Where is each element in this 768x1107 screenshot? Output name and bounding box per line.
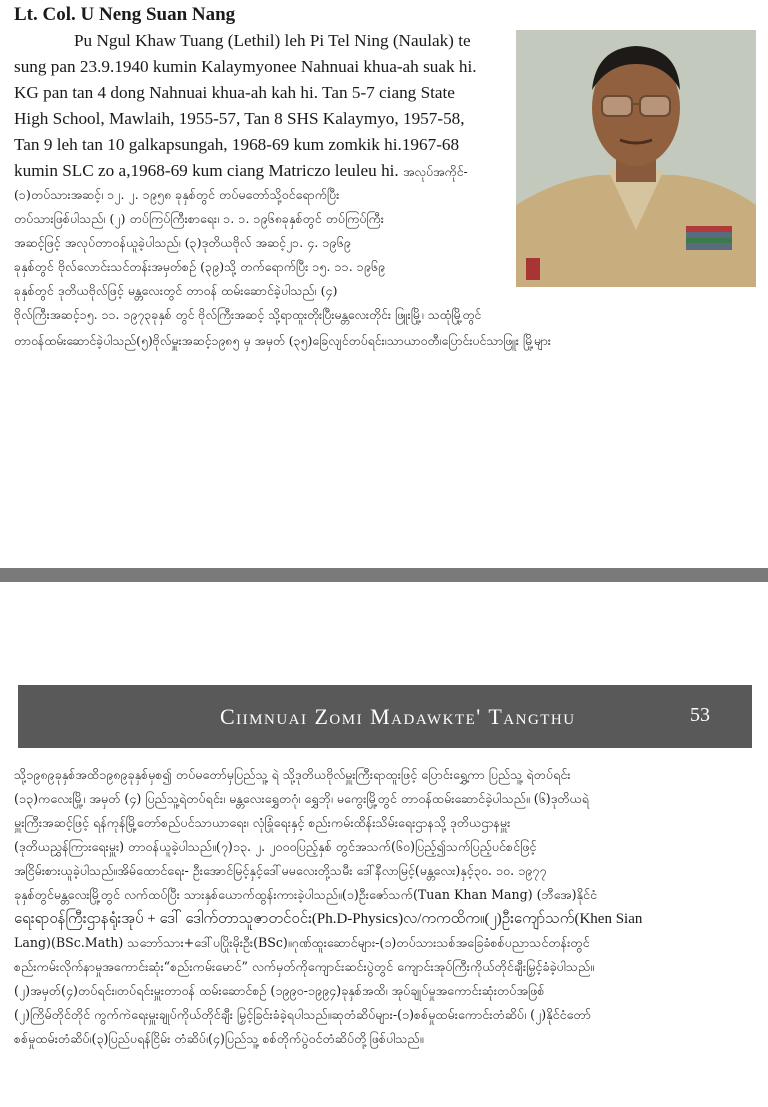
bio-line: sung pan 23.9.1940 kumin Kalaymyonee Nahnuai khua-ah suak hi.	[14, 57, 477, 76]
body-line: (၂)အမှတ်(၄)တပ်ရင်း၊တပ်ရင်းမှူးတာဝန် ထမ်းဆောင်စဉ် (၁၉၉၀-၁၉၉၄)ခုနှစ်အထိ၊ အုပ်ချုပ်မှုအကောင်းဆုံးတပ်အဖြစ်	[14, 983, 545, 998]
person-name: Lt. Col. U Neng Suan Nang	[14, 4, 236, 25]
body-line: (၁၃)ကလေးမြို့၊ အမှတ် (၄) ပြည်သူ့ရဲတပ်ရင်း၊ မန္တလေးရွှေတဂုံ၊ ရွှေဘို၊ မကွေးမြို့တွင် တာဝန်ထမ်းဆောင်ခဲ့ပါသည်။ (၆)ဒုတိယရဲ	[14, 791, 589, 806]
body-line: ရေးရာဝန်ကြီးဌာနရုံးအုပ် + ဒေါ် ဒေါက်တာသူဇာတင်ဝင်း(Ph.D-Physics)လ/ကကထိက။(၂)ဦးကျော်သက်(Khen Sian	[14, 911, 643, 927]
bio-line: Pu Ngul Khaw Tuang (Lethil) leh Pi Tel Ning (Naulak) te	[74, 31, 471, 50]
body-line: ခုနှစ်တွင်မန္တလေးမြို့တွင် လက်ထပ်ပြီး သားနှစ်ယောက်ထွန်းကားခဲ့ပါသည်။(၁)ဦးဇော်သက်(Tuan Khan Mang) (ဘီအေ)နိုင်ငံ	[14, 887, 597, 902]
bio-line	[14, 158, 468, 185]
bio-line-text: kumin SLC zo a,1968-69 kum ciang Matriczo leuleu hi.	[14, 161, 399, 180]
body-line: အငြိမ်းစားယူခဲ့ပါသည်။အိမ်ထောင်ရေး- ဦးအောင်မြင့်နှင့်ဒေါ်မမလေးတို့သမီး ဒေါ်နီလာမြင့်(မန္တလေး)နှင့်၃၀. ၁၀. ၁၉၇၇	[14, 863, 547, 878]
book-title: Ciimnuai Zomi Madawkte' Tangthu	[220, 704, 576, 729]
portrait-illustration	[516, 30, 756, 287]
body-line: (၂)ကြိမ်တိုင်တိုင် ကွက်ကဲရေးမှူးချုပ်ကိုယ်တိုင်ချီး မြှင့်ခြင်းခံခဲ့ရပါသည်။ဆုတံဆိပ်များ-(၁)စစ်မှုထမ်းကောင်းတံဆိပ်၊ (၂)နိုင်ငံတော်	[14, 1007, 591, 1022]
career-line: ဗိုလ်ကြီးအဆင့်၁၅. ၁၁. ၁၉၇၃ခုနှစ် တွင် ဗိုလ်ကြီးအဆင့် သို့ရာထူးတိုးပြီးမန္တလေးတိုင်း ဖြူးမြို့၊ သထုံမြို့တွင်	[14, 308, 482, 322]
occupation-heading: အလုပ်အကိုင်-	[403, 164, 468, 179]
bio-line: High School, Mawlaih, 1955-57, Tan 8 SHS Kalaymyo, 1957-58,	[14, 109, 465, 128]
running-header	[18, 685, 752, 748]
career-line: ခုနှစ်တွင် ဗိုလ်လောင်းသင်တန်းအမှတ်စဉ် (၃၉)သို့ တက်ရောက်ပြီး ၁၅. ၁၁. ၁၉၆၉	[14, 259, 386, 274]
portrait-photo	[516, 30, 756, 287]
bio-line: Tan 9 leh tan 10 galkapsungah, 1968-69 kum zomkik hi.1967-68	[14, 135, 460, 154]
career-line: (၁)တပ်သားအဆင့်၊ ၁၂. ၂. ၁၉၅၈ ခုနှစ်တွင် တပ်မတော်သို့ဝင်ရောက်ပြီး	[14, 187, 340, 202]
career-line: အဆင့်ဖြင့် အလုပ်တာဝန်ယူခဲ့ပါသည်၊ (၃)ဒုတိယဗိုလ် အဆင့်၂၁. ၄. ၁၉၆၉	[14, 235, 351, 250]
body-line: Lang)(BSc.Math) သဘော်သား+ဒေါ်ပပြိုးမိုးဦး(BSc)။ဂုဏ်ထူးဆောင်များ-(၁)တပ်သားသစ်အခြေခံစစ်ပညာသင်တန်းတွင်	[14, 935, 590, 950]
career-line: တပ်သားဖြစ်ပါသည်၊ (၂) တပ်ကြပ်ကြီးစာရေး၊ ၁. ၁. ၁၉၆၈ခုနှစ်တွင် တပ်ကြပ်ကြီး	[14, 211, 385, 226]
body-line: စည်းကမ်းလိုက်နာမှုအကောင်းဆုံး“စည်းကမ်းမောင်” လက်မှတ်ကိုကျောင်းဆင်းပွဲတွင် ကျောင်းအုပ်ကြီးကိုယ်တိုင်ချီးမြှင့်ခံခဲ့ပါသည်။	[14, 959, 595, 974]
body-line: (ဒုတိယညွှန်ကြားရေးမှူး) တာဝန်ယူခဲ့ပါသည်။(၇)၁၃. ၂. ၂၀၀၀ပြည့်နှစ် တွင်အသက်(၆၀)ပြည့်၍သက်ပြည့်ပင်စင်ဖြင့်	[14, 839, 537, 854]
body-line: စစ်မှုထမ်းတံဆိပ်၊(၃)ပြည်ပရန်ငြိမ်း တံဆိပ်၊(၄)ပြည်သူ့ စစ်တိုက်ပွဲဝင်တံဆိပ်တို့ဖြစ်ပါသည်။	[14, 1031, 424, 1046]
body-text	[14, 763, 759, 1051]
body-line: မှူးကြီးအဆင့်ဖြင့် ရန်ကုန်မြို့တော်စည်ပင်သာယာရေး၊ လုံခြုံရေးနှင့် စည်းကမ်းထိန်းသိမ်းရေးဌာနသို့ ဒုတိယဌာနမှူး	[14, 815, 511, 830]
career-line: ခုနှစ်တွင် ဒုတိယဗိုလ်ဖြင့် မန္တလေးတွင် တာဝန် ထမ်းဆောင်ခဲ့ပါသည်၊ (၄)	[14, 283, 338, 298]
bio-line: KG pan tan 4 dong Nahnuai khua-ah kah hi. Tan 5-7 ciang State	[14, 83, 455, 102]
career-line: တာဝန်ထမ်းဆောင်ခဲ့ပါသည်(၅)ဗိုလ်မှူးအဆင့်၁၉၈၅ မှ အမှတ် (၃၅)ခြေလျင်တပ်ရင်း၊သာယာဝတီ၊ပြောင်းပင်သာဖြူး မြို့များ	[14, 334, 551, 348]
body-line: သို့၁၉၈၉ခုနှစ်အထိ၁၉၈၉ခုနှစ်မှစ၍ တပ်မတော်မှပြည်သူ့ ရဲ သို့ဒုတိယဗိုလ်မှူးကြီးရာထူးဖြင့် ပြောင်းရွှေ့ကာ ပြည်သူ့ ရဲတပ်ရင်း	[14, 767, 571, 782]
page-number: 53	[690, 704, 710, 726]
page-separator	[0, 568, 768, 582]
